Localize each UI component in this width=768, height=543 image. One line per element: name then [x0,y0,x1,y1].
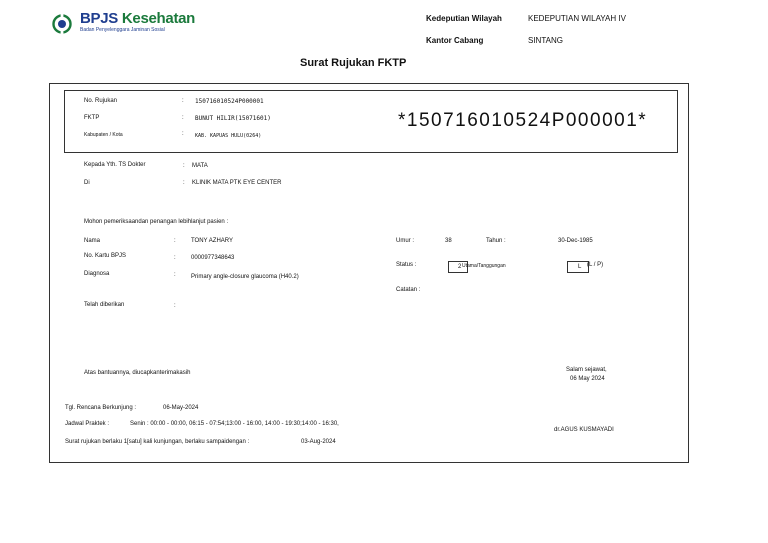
patient-intro: Mohon pemeriksaandan penangan lebihlanjut pasien : [84,219,229,225]
brand-bpjs: BPJS [80,10,118,27]
jadwal-label: Jadwal Praktek : [65,421,110,427]
diagnosa-label: Diagnosa [84,271,110,277]
colon: : [174,272,176,278]
cabang-value: SINTANG [528,36,563,45]
telah-label: Telah diberikan [84,302,125,308]
di-value: KLINIK MATA PTK EYE CENTER [192,180,282,186]
no-rujukan-value: 150716010524P000001 [195,98,264,105]
nama-value: TONY AZHARY [191,238,234,244]
fktp-value: BUNUT HILIR(15071601) [195,115,271,122]
berlaku-text: Surat rujukan berlaku 1[satu] kali kunjungan, berlaku sampaidengan : [65,439,250,445]
colon: : [183,180,185,186]
closing-date: 06 May 2024 [570,376,605,382]
status-value: 2 [458,264,462,270]
kabupaten-value: KAB. KAPUAS HULU(0264) [195,133,262,139]
brand-kesehatan: Kesehatan [121,10,196,27]
kartu-value: 0000977348643 [191,255,235,261]
rencana-value: 06-May-2024 [163,405,199,411]
di-label: Di [84,180,90,186]
colon: : [174,255,176,261]
page-title: Surat Rujukan FKTP [300,57,407,69]
dokter-value: MATA [192,163,208,169]
thanks-text: Atas bantuannya, diucapkanterimakasih [84,370,191,376]
doctor-name: dr.AGUS KUSMAYADI [554,427,614,433]
colon: : [174,303,176,309]
colon: : [182,131,184,137]
sex-value: L [578,264,582,270]
nama-label: Nama [84,238,101,244]
wilayah-label: Kedeputian Wilayah [426,14,502,23]
diagnosa-value: Primary angle-closure glaucoma (H40.2) [191,274,299,280]
sex-desc: (L / P) [587,262,604,268]
colon: : [174,238,176,244]
barcode-text: *150716010524P000001* [398,110,648,131]
jadwal-value: Senin : 00:00 - 00:00, 06:15 - 07:54;13:00 - 16:00, 14:00 - 19:30;14:00 - 16:30, [130,421,339,427]
colon: : [182,115,184,121]
tahun-value: 30-Dec-1985 [558,238,593,244]
fktp-label: FKTP [84,115,100,121]
umur-label: Umur : [396,238,414,244]
colon: : [183,163,185,169]
salam-text: Salam sejawat, [566,367,607,373]
catatan-label: Catatan : [396,287,421,293]
umur-value: 38 [445,238,452,244]
status-desc: Utama/Tanggungan [462,263,506,269]
kabupaten-label: Kabupaten / Kota [84,132,123,138]
rencana-label: Tgl. Rencana Berkunjung : [65,405,137,411]
cabang-label: Kantor Cabang [426,36,484,45]
tahun-label: Tahun : [486,238,506,244]
dokter-label: Kepada Yth. TS Dokter [84,162,146,168]
colon: : [182,98,184,104]
brand-subtitle: Badan Penyelenggara Jaminan Sosial [80,27,165,33]
bpjs-logo-icon [52,14,72,34]
no-rujukan-label: No. Rujukan [84,98,118,104]
status-label: Status : [396,262,417,268]
berlaku-value: 03-Aug-2024 [301,439,336,445]
wilayah-value: KEDEPUTIAN WILAYAH IV [528,14,626,23]
brand-name [80,10,195,27]
kartu-label: No. Kartu BPJS [84,253,127,259]
